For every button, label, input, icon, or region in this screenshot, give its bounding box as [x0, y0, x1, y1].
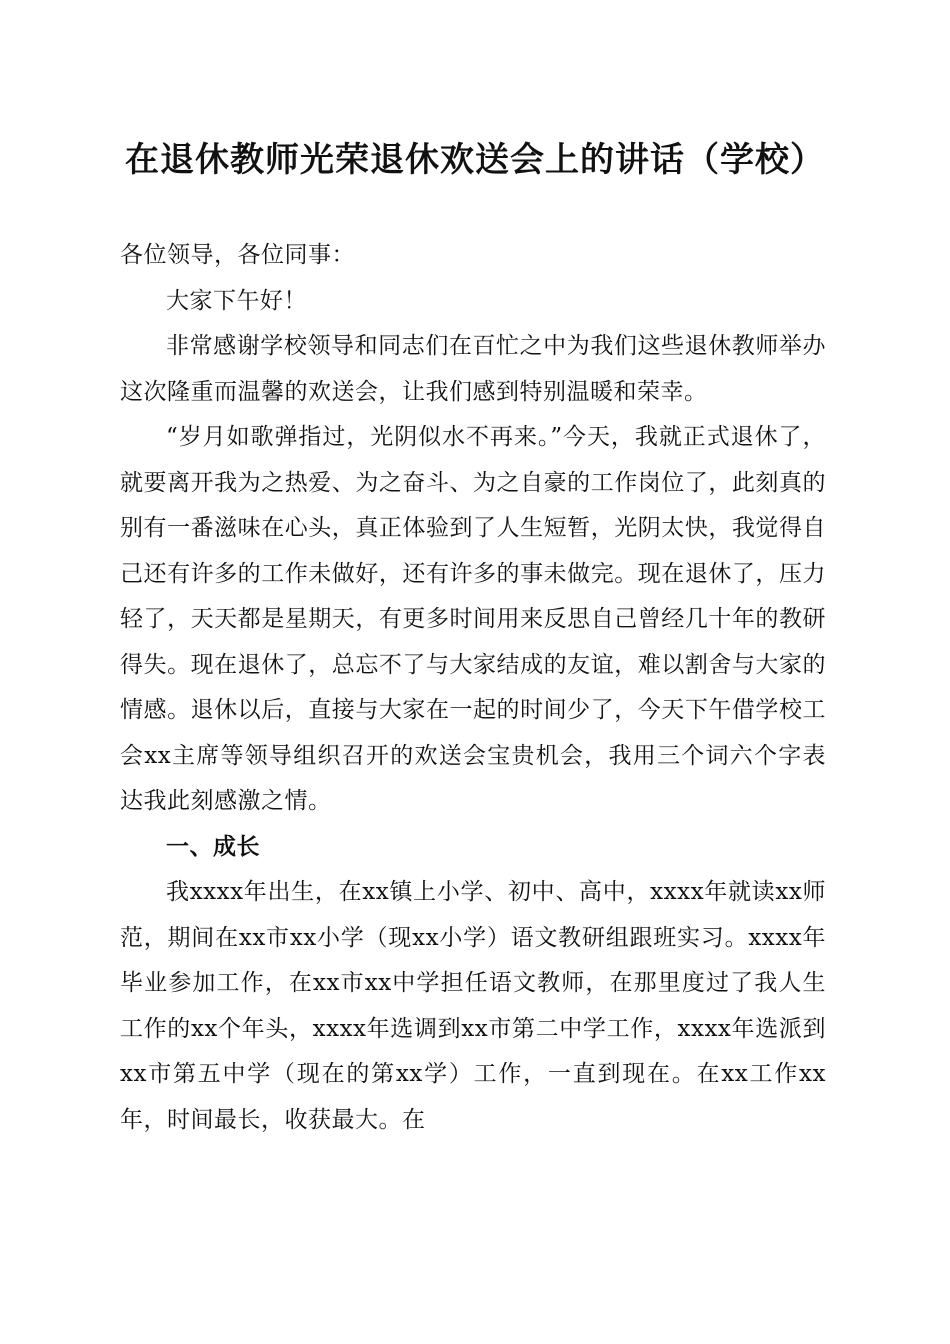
document-body: [120, 233, 826, 1143]
section-heading-growth: 一、成长: [166, 833, 260, 860]
greeting: 大家下午好！: [166, 287, 307, 314]
paragraph-thanks: 非常感谢学校领导和同志们在百忙之中为我们这些退休教师举办这次隆重而温馨的欢送会，让我们感到特别温暖和荣幸。: [120, 333, 826, 405]
paragraph-growth: 我xxxx年出生，在xx镇上小学、初中、高中，xxxx年就读xx师范，期间在xx市xx小学（现xx小学）语文教研组跟班实习。xxxx年毕业参加工作，在xx市xx中学担任语文教师，在那里度过了我人生工作的xx个年头，xxxx年选调到xx市第二中学工作，xxxx年选派到xx市第五中学（现在的第xx学）工作，一直到现在。在xx工作xx年，时间最长，收获最大。在: [120, 879, 826, 1133]
salutation: 各位领导，各位同事：: [120, 242, 355, 268]
document-title: 在退休教师光荣退休欢送会上的讲话（学校）: [125, 140, 825, 180]
paragraph-retirement: “岁月如歌弹指过，光阴似水不再来。”今天，我就正式退休了，就要离开我为之热爱、为之奋斗、为之自豪的工作岗位了，此刻真的别有一番滋味在心头，真正体验到了人生短暂，光阴太快，我觉得自己还有许多的工作未做好，还有许多的事未做完。现在退休了，压力轻了，天天都是星期天，有更多时间用来反思自己曾经几十年的教研得失。现在退休了，总忘不了与大家结成的友谊，难以割舍与大家的情感。退休以后，直接与大家在一起的时间少了，今天下午借学校工会xx主席等领导组织召开的欢送会宝贵机会，我用三个词六个字表达我此刻感激之情。: [120, 424, 826, 814]
